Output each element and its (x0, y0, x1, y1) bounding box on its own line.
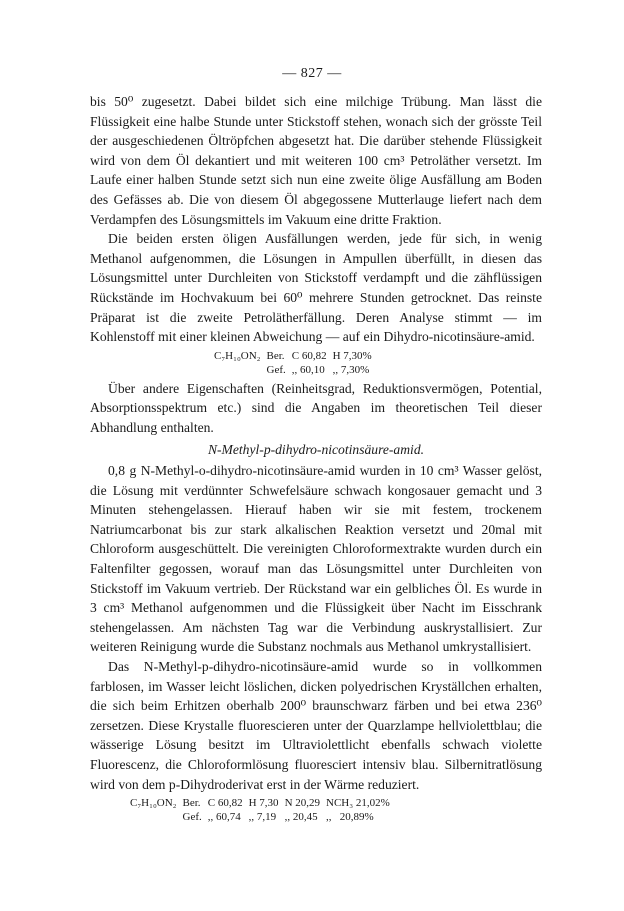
paragraph-4: 0,8 g N-Methyl-o-dihydro-nicotinsäure-amid wurden in 10 cm³ Wasser gelöst, die Lösung mit verdünnter Schwefelsäure schwach kongosauer gemacht und 3 Minuten stehengelassen. Hierauf haben wir sie mit festem, trockenem Natriumcarbonat bis zur stark alkalischen Reaktion versetzt und 20mal mit Chloroform ausgeschüttelt. Die vereinigten Chloroformextrakte wurden durch ein Faltenfilter gegossen, worauf man das Lösungsmittel unter Durchleiten von Stickstoff im Vakuum vertrieb. Der Rückstand war ein gelbliches Öl. Es wurde in 3 cm³ Methanol aufgenommen und die Flüssigkeit über Nacht im Eisschrank stehengelassen. Am nächsten Tag war die Verbindung auskrystallisiert. Zur weiteren Reinigung wurde die Substanz nochmals aus Methanol umkrystallisiert. (90, 463, 542, 655)
paragraph-2: Die beiden ersten öligen Ausfällungen werden, jede für sich, in wenig Methanol aufgenommen, die Lösungen in Ampullen überfüllt, in diesen das Lösungsmittel unter Durchleiten von Stickstoff verdampft und die zähflüssigen Rückstände im Hochvakuum bei 60⁰ mehrere Stunden getrocknet. Das reinste Präparat ist die zweite Petrolätherfällung. Deren Analyse stimmt — im Kohlenstoff mit einer kleinen Abweichung — auf ein Dihydro-nicotinsäure-amid. (90, 231, 542, 345)
analysis-value: C 60,82 (207, 797, 243, 810)
analysis-value: ,, 7,30% (332, 363, 370, 376)
analysis-value: N 20,29 (284, 797, 321, 810)
analysis-value: H 7,30 (248, 797, 279, 810)
analysis-label: Ber. (182, 797, 201, 810)
page-number: — 827 — (282, 66, 342, 81)
analysis-value: ,, 60,10 (291, 363, 325, 376)
analysis-value: C 60,82 (291, 349, 327, 362)
paragraph-1: bis 50⁰ zugesetzt. Dabei bildet sich eine milchige Trübung. Man lässt die Flüssigkeit eine halbe Stunde unter Stickstoff stehen, wonach sich der grösste Teil der ausgeschiedenen Öltröpfchen abgesetzt hat. Die darüber stehende Flüssigkeit wird von dem Öl dekantiert und mit weiteren 100 cm³ Petroläther versetzt. Im Laufe einer halben Stunde setzt sich nun eine zweite ölige Ausfällung am Boden des Gefässes ab. Die von diesem Öl abgegossene Mutterlauge liefert nach dem Verdampfen des Lösungsmittels im Vakuum eine dritte Fraktion. (90, 94, 542, 227)
paragraph-3: Über andere Eigenschaften (Reinheitsgrad, Reduktionsvermögen, Potential, Absorptionsspektrum etc.) sind die Angaben im theoretischen Teil dieser Abhandlung enthalten. (90, 380, 542, 435)
analysis-value: ,, 60,74 (207, 811, 241, 824)
analysis-value: ,, 7,19 (248, 811, 277, 824)
paragraph-5: Das N-Methyl-p-dihydro-nicotinsäure-amid wurde so in vollkommen farblosen, im Wasser leicht löslichen, dicken polyedrischen Kryställchen erhalten, die sich beim Erhitzen oberhalb 200⁰ braunschwarz färben und bei etwa 236⁰ zersetzen. Diese Krystalle fluorescieren unter der Quarzlampe hellviolettblau; die wässerige Lösung besitzt im Ultraviolettlicht ebenfalls schwach violette Fluorescenz, die Chloroformlösung fluoresciert intensiv blau. Silbernitratlösung wird von dem p-Dihydroderivat erst in der Wärme reduziert. (90, 659, 542, 792)
analysis-label: Gef. (182, 811, 202, 824)
analysis-formula: C₇H₁₀ON₂ (130, 797, 177, 810)
analysis-value: ,, 20,45 (284, 811, 318, 824)
elemental-analysis-2 (130, 796, 542, 824)
body-text (90, 92, 542, 826)
analysis-label: Gef. (266, 363, 286, 376)
analysis-value (326, 810, 396, 824)
analysis-label: Ber. (266, 349, 285, 362)
analysis-value: NCH₃ 21,02% (326, 797, 390, 810)
section-heading: N-Methyl-p-dihydro-nicotinsäure-amid. (207, 441, 425, 457)
analysis-value: H 7,30% (332, 349, 372, 362)
analysis-formula: C₇H₁₀ON₂ (214, 349, 261, 362)
elemental-analysis-1 (214, 349, 542, 377)
analysis-ditto: ,, (326, 811, 332, 824)
analysis-value-ncH3: 20,89% (339, 811, 374, 824)
